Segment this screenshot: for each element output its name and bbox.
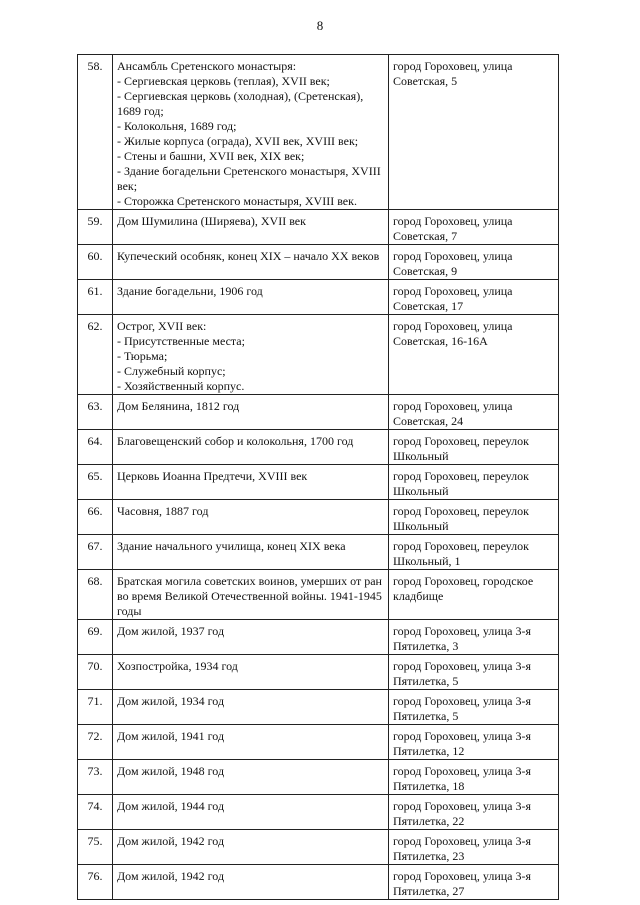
object-name-cell <box>113 395 389 430</box>
row-number: 64. <box>78 430 113 465</box>
object-name-line: Дом Белянина, 1812 год <box>117 399 240 413</box>
object-name-cell <box>113 830 389 865</box>
object-name-cell <box>113 570 389 620</box>
row-number: 76. <box>78 865 113 900</box>
table-row <box>78 535 559 570</box>
object-name-cell <box>113 465 389 500</box>
object-name-line: - Служебный корпус; <box>117 364 226 378</box>
address-cell: город Гороховец, улица Советская, 5 <box>389 55 559 210</box>
address-cell: город Гороховец, улица Советская, 7 <box>389 210 559 245</box>
object-name-cell <box>113 760 389 795</box>
row-number: 69. <box>78 620 113 655</box>
address-cell: город Гороховец, переулок Школьный, 1 <box>389 535 559 570</box>
object-name-line: - Жилые корпуса (ограда), XVII век, XVIII век; <box>117 134 359 148</box>
row-number: 66. <box>78 500 113 535</box>
address-cell: город Гороховец, улица 3-я Пятилетка, 12 <box>389 725 559 760</box>
table-row <box>78 690 559 725</box>
address-cell: город Гороховец, городское кладбище <box>389 570 559 620</box>
row-number: 70. <box>78 655 113 690</box>
table-row <box>78 655 559 690</box>
row-number: 72. <box>78 725 113 760</box>
address-cell: город Гороховец, улица 3-я Пятилетка, 18 <box>389 760 559 795</box>
object-name-line: Дом жилой, 1937 год <box>117 624 225 638</box>
table-row <box>78 465 559 500</box>
row-number: 61. <box>78 280 113 315</box>
address-cell: город Гороховец, улица 3-я Пятилетка, 5 <box>389 690 559 725</box>
table-row <box>78 280 559 315</box>
row-number: 59. <box>78 210 113 245</box>
row-number: 63. <box>78 395 113 430</box>
object-name-line: - Сторожка Сретенского монастыря, XVIII век. <box>117 194 357 208</box>
object-name-line: Ансамбль Сретенского монастыря: <box>117 59 297 73</box>
object-name-cell <box>113 690 389 725</box>
object-name-line: Дом жилой, 1942 год <box>117 834 225 848</box>
page-number: 8 <box>316 18 324 33</box>
object-name-line: - Сергиевская церковь (теплая), XVII век; <box>117 74 330 88</box>
object-name-line: Здание богадельни, 1906 год <box>117 284 263 298</box>
address-cell: город Гороховец, улица Советская, 17 <box>389 280 559 315</box>
object-name-line: - Присутственные места; <box>117 334 245 348</box>
object-name-cell <box>113 245 389 280</box>
object-name-cell <box>113 210 389 245</box>
table-row <box>78 245 559 280</box>
object-name-line: Часовня, 1887 год <box>117 504 209 518</box>
row-number: 68. <box>78 570 113 620</box>
row-number: 73. <box>78 760 113 795</box>
object-name-cell <box>113 55 389 210</box>
object-name-line: Дом жилой, 1934 год <box>117 694 225 708</box>
object-name-line: Благовещенский собор и колокольня, 1700 год <box>117 434 354 448</box>
object-name-cell <box>113 280 389 315</box>
address-cell: город Гороховец, улица 3-я Пятилетка, 22 <box>389 795 559 830</box>
address-cell: город Гороховец, улица Советская, 16-16А <box>389 315 559 395</box>
address-cell: город Гороховец, улица 3-я Пятилетка, 3 <box>389 620 559 655</box>
object-name-line: - Сергиевская церковь (холодная), (Сретенская), 1689 год; <box>117 89 364 118</box>
address-cell: город Гороховец, переулок Школьный <box>389 465 559 500</box>
object-name-line: - Здание богадельни Сретенского монастыря, XVIII век; <box>117 164 381 193</box>
table-body <box>78 55 559 900</box>
row-number: 67. <box>78 535 113 570</box>
table-row <box>78 430 559 465</box>
object-name-cell <box>113 655 389 690</box>
object-name-line: - Стены и башни, XVII век, XIX век; <box>117 149 305 163</box>
object-name-line: - Колокольня, 1689 год; <box>117 119 237 133</box>
address-cell: город Гороховец, улица Советская, 9 <box>389 245 559 280</box>
object-name-line: - Хозяйственный корпус. <box>117 379 245 393</box>
address-cell: город Гороховец, переулок Школьный <box>389 430 559 465</box>
object-name-line: Дом жилой, 1948 год <box>117 764 225 778</box>
table-row <box>78 500 559 535</box>
table-row <box>78 725 559 760</box>
row-number: 62. <box>78 315 113 395</box>
object-name-line: Дом жилой, 1944 год <box>117 799 225 813</box>
object-name-cell <box>113 620 389 655</box>
object-name-line: Дом жилой, 1941 год <box>117 729 225 743</box>
object-name-line: Братская могила советских воинов, умерших от ран во время Великой Отечественной войны. 1941-1945 годы <box>117 574 382 618</box>
object-name-cell <box>113 795 389 830</box>
object-name-line: Хозпостройка, 1934 год <box>117 659 238 673</box>
address-cell: город Гороховец, переулок Школьный <box>389 500 559 535</box>
object-name-cell <box>113 430 389 465</box>
table-row <box>78 760 559 795</box>
table-row <box>78 570 559 620</box>
object-name-cell <box>113 535 389 570</box>
object-name-line: Дом жилой, 1942 год <box>117 869 225 883</box>
object-name-line: - Тюрьма; <box>117 349 168 363</box>
table-row <box>78 315 559 395</box>
row-number: 74. <box>78 795 113 830</box>
object-name-line: Купеческий особняк, конец XIX – начало XX веков <box>117 249 380 263</box>
row-number: 71. <box>78 690 113 725</box>
table-row <box>78 795 559 830</box>
address-cell: город Гороховец, улица 3-я Пятилетка, 23 <box>389 830 559 865</box>
object-name-line: Острог, XVII век: <box>117 319 207 333</box>
address-cell: город Гороховец, улица 3-я Пятилетка, 5 <box>389 655 559 690</box>
address-cell: город Гороховец, улица Советская, 24 <box>389 395 559 430</box>
row-number: 58. <box>78 55 113 210</box>
object-name-cell <box>113 865 389 900</box>
object-name-cell <box>113 725 389 760</box>
table-row <box>78 620 559 655</box>
object-name-cell <box>113 500 389 535</box>
object-name-cell <box>113 315 389 395</box>
row-number: 65. <box>78 465 113 500</box>
table-row <box>78 830 559 865</box>
table-row <box>78 395 559 430</box>
row-number: 60. <box>78 245 113 280</box>
row-number: 75. <box>78 830 113 865</box>
table-row <box>78 865 559 900</box>
object-name-line: Церковь Иоанна Предтечи, XVIII век <box>117 469 308 483</box>
table-row <box>78 210 559 245</box>
object-name-line: Дом Шумилина (Ширяева), XVII век <box>117 214 306 228</box>
table-row <box>78 55 559 210</box>
monuments-table <box>77 54 559 900</box>
address-cell: город Гороховец, улица 3-я Пятилетка, 27 <box>389 865 559 900</box>
object-name-line: Здание начального училища, конец XIX века <box>117 539 346 553</box>
